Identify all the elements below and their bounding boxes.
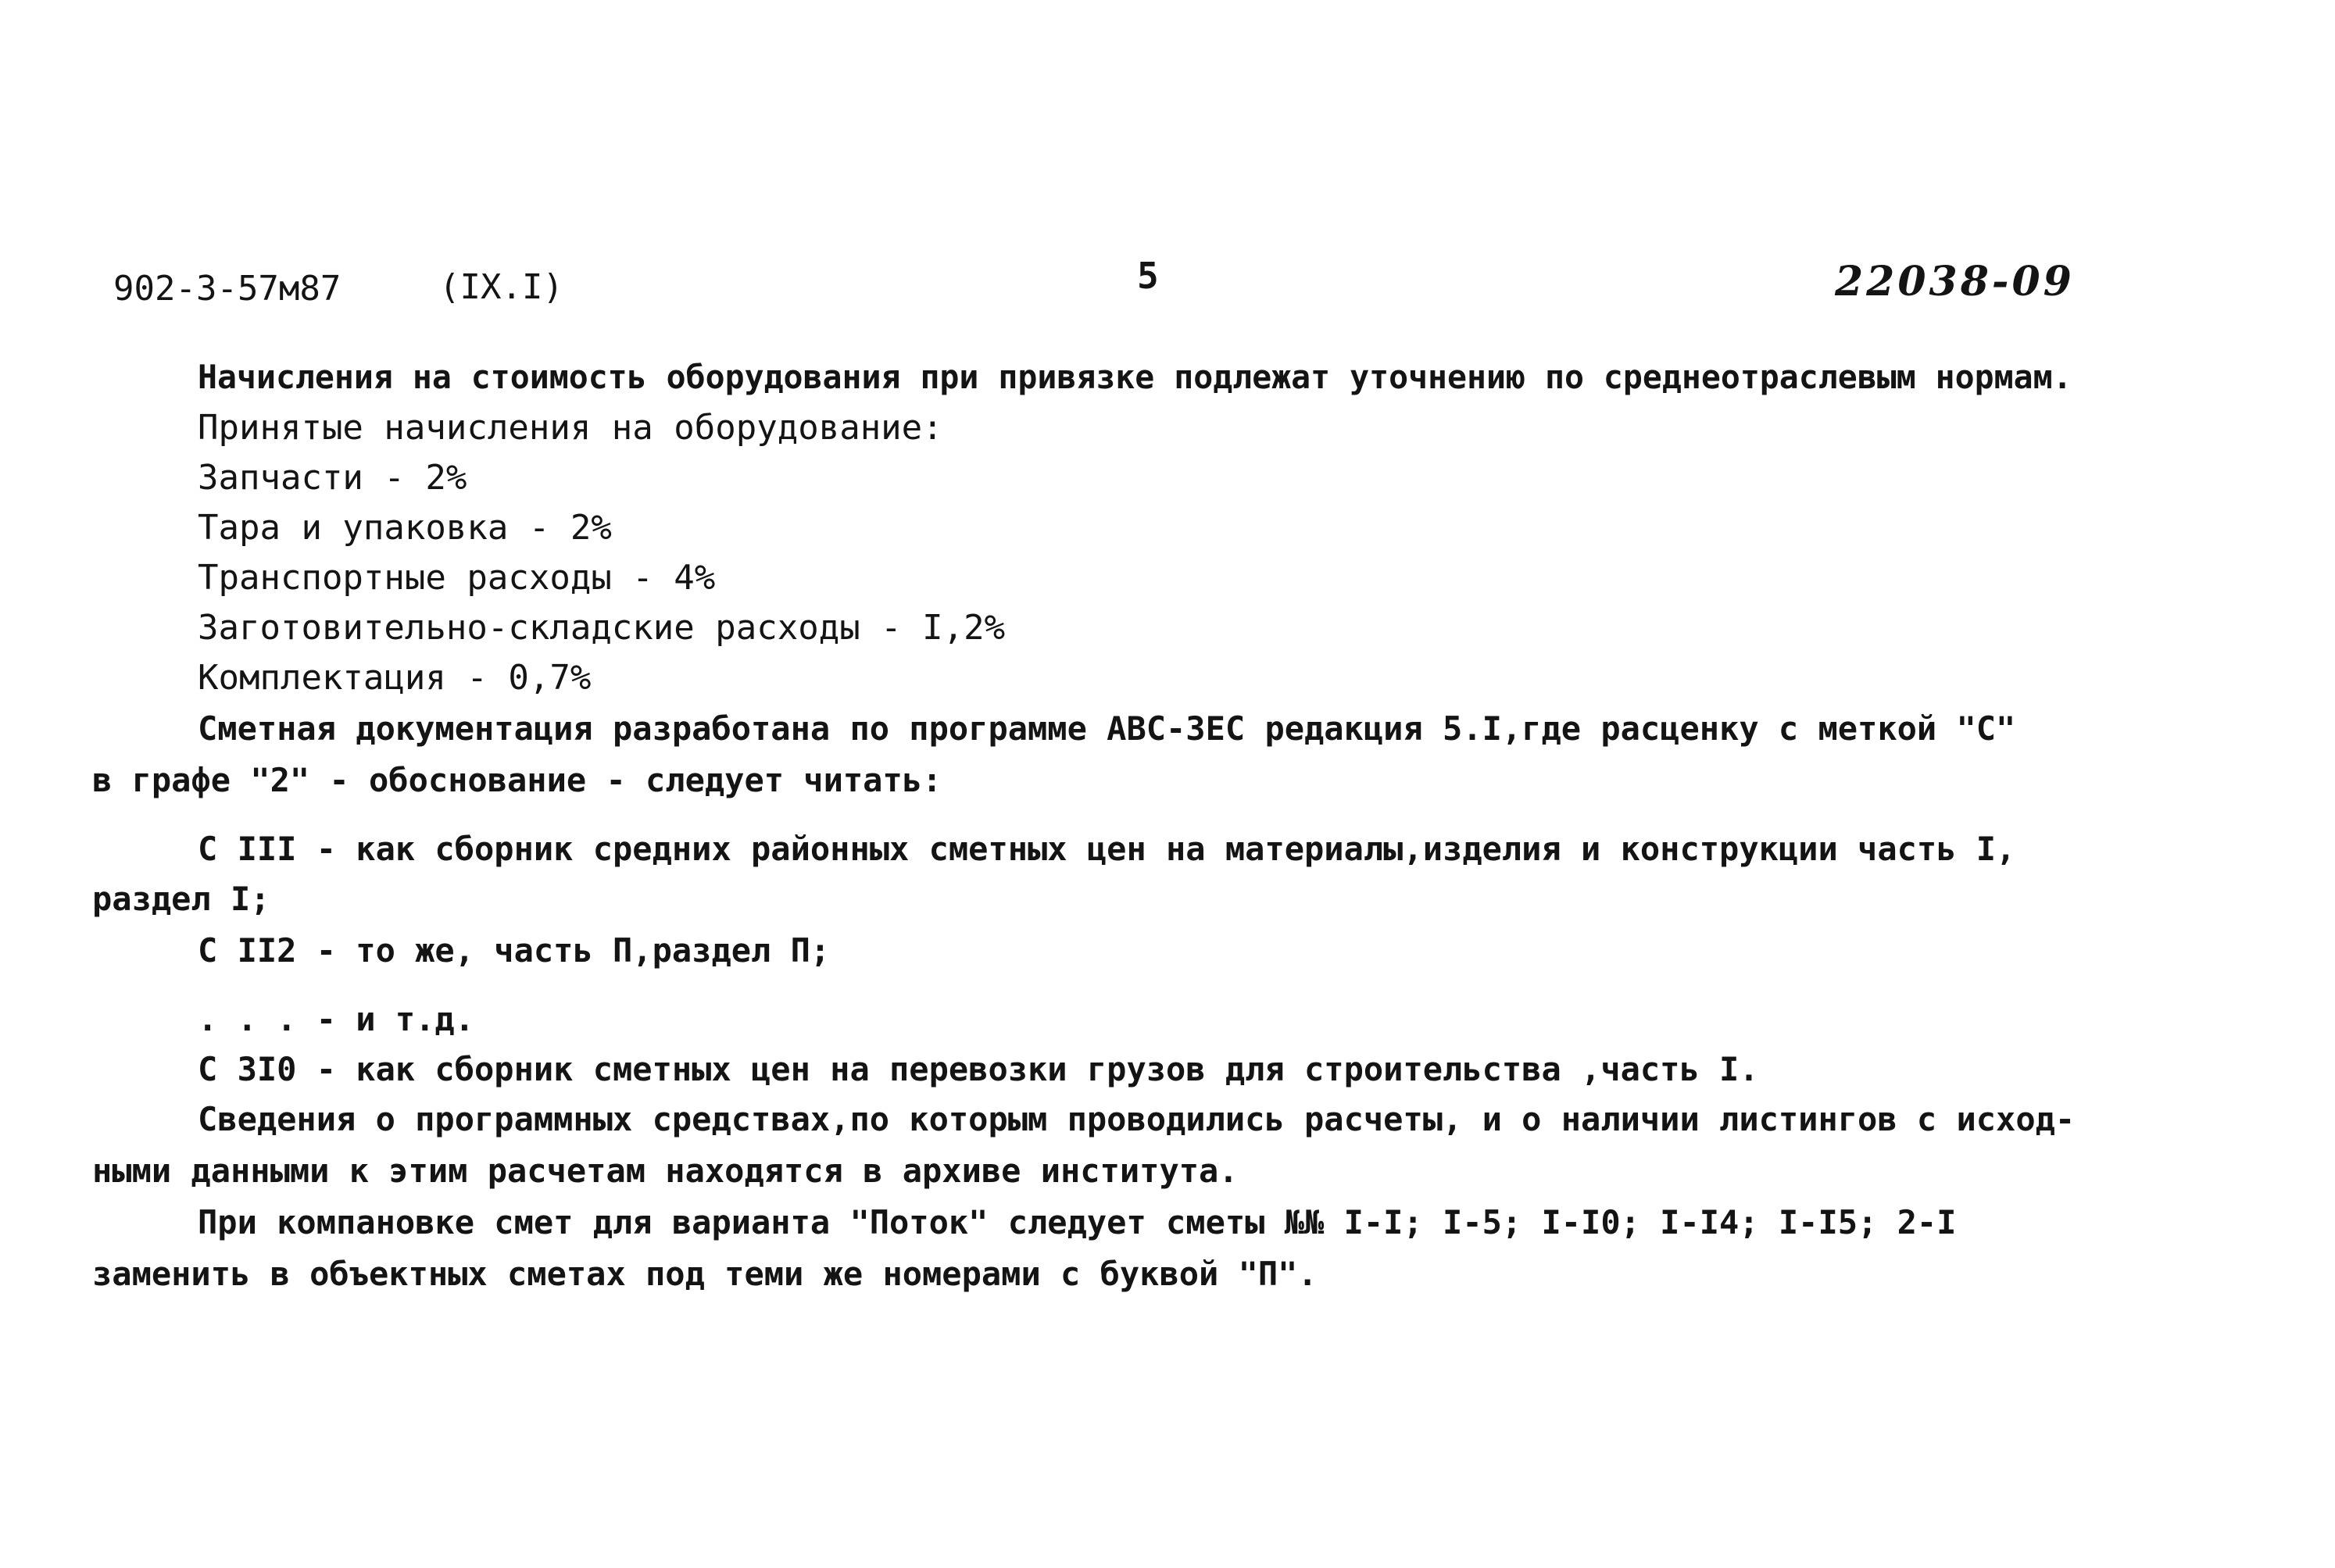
text-line-15: Сведения о программных средствах,по которым проводились расчеты, и о наличии листингов с исход-: [198, 1100, 2076, 1138]
text-line-2: Принятые начисления на оборудование:: [198, 408, 943, 448]
text-line-16: ными данными к этим расчетам находятся в архиве института.: [92, 1152, 1239, 1190]
document-part: (IX.I): [439, 267, 563, 307]
text-line-18: заменить в объектных сметах под теми же номерами с буквой "П".: [92, 1255, 1318, 1293]
text-line-1: Начисления на стоимость оборудования при привязке подлежат уточнению по среднеотраслевым нормам.: [198, 358, 2072, 396]
text-line-8: Сметная документация разработана по программе АВС-3ЕС редакция 5.I,где расценку с меткой "С": [198, 709, 2016, 748]
text-line-6: Заготовительно-складские расходы - I,2%: [198, 608, 1006, 648]
text-line-10: С III - как сборник средних районных сметных цен на материалы,изделия и конструкции часть I,: [198, 830, 2016, 868]
text-line-14: С 3I0 - как сборник сметных цен на перевозки грузов для строительства ,часть I.: [198, 1050, 1759, 1088]
text-line-5: Транспортные расходы - 4%: [198, 558, 716, 598]
text-line-3: Запчасти - 2%: [198, 458, 467, 498]
text-line-17: При компановке смет для варианта "Поток" следует сметы №№ I-I; I-5; I-I0; I-I4; I-I5; 2-I: [198, 1203, 1957, 1241]
text-line-4: Тара и упаковка - 2%: [198, 508, 612, 548]
text-line-9: в графе "2" - обоснование - следует читать:: [92, 761, 942, 799]
archive-number: 22038-09: [1835, 258, 2075, 305]
text-line-13: . . . - и т.д.: [198, 1000, 475, 1038]
document-code: 902-3-57м87: [113, 269, 341, 309]
text-line-7: Комплектация - 0,7%: [198, 658, 592, 698]
text-line-11: раздел I;: [92, 880, 270, 918]
page-number: 5: [1137, 255, 1159, 297]
text-line-12: С II2 - то же, часть П,раздел П;: [198, 931, 831, 970]
